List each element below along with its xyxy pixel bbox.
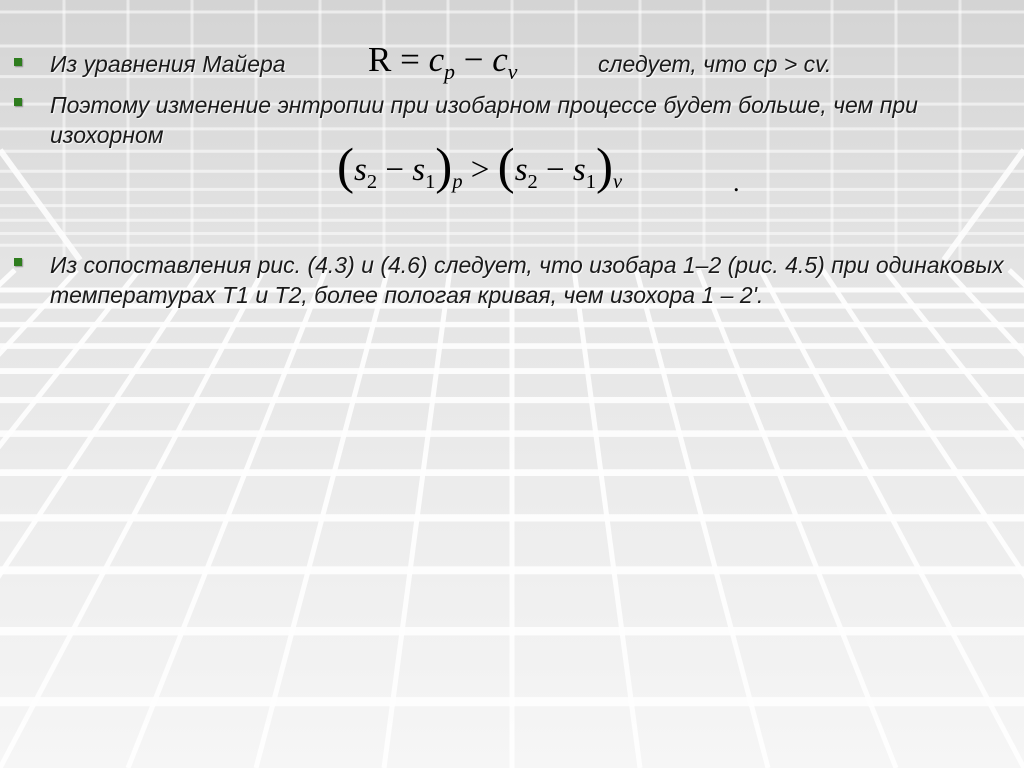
s1-left-sub: 1: [425, 170, 436, 193]
bullet-marker: [14, 98, 22, 106]
mayer-equals: =: [400, 40, 420, 79]
minus-right: −: [546, 152, 565, 188]
greater-than: >: [470, 152, 490, 188]
s2-right-sub: 2: [527, 170, 538, 193]
formula-period: .: [733, 168, 740, 197]
subscript-p: p: [452, 170, 463, 193]
paren-open-right: (: [497, 138, 515, 196]
mayer-c-p: c: [428, 40, 445, 79]
paren-open-left: (: [337, 138, 355, 196]
paren-close-left: ): [435, 138, 453, 196]
entropy-inequality: [337, 138, 623, 196]
mayer-minus: −: [463, 40, 484, 79]
minus-left: −: [385, 152, 404, 188]
s2-right: s: [514, 152, 528, 188]
paren-close-right: ): [595, 138, 613, 196]
item3-text: Из сопоставления рис. (4.3) и (4.6) следует, что изобара 1–2 (рис. 4.5) при одинаковых температурах Т1 и Т2, более пологая кривая, чем изохора 1 – 2'.: [50, 252, 1004, 308]
mayer-r: R: [368, 40, 392, 79]
bullet-marker: [14, 58, 22, 66]
s1-right: s: [572, 152, 586, 188]
item1-intro-text: Из уравнения Майера: [50, 51, 286, 77]
subscript-v: v: [612, 170, 623, 193]
s1-left: s: [412, 152, 426, 188]
bullet-marker: [14, 258, 22, 266]
item2-text: Поэтому изменение энтропии при изобарном процессе будет больше, чем при изохорном: [50, 92, 918, 148]
s2-left-sub: 2: [366, 170, 378, 193]
s1-right-sub: 1: [585, 170, 596, 193]
mayer-c-v: c: [492, 40, 508, 79]
item1-conclusion-text: следует, что cp > cv.: [598, 51, 832, 77]
mayer-sub-v: v: [507, 60, 518, 85]
mayer-sub-p: p: [444, 60, 455, 85]
s2-left: s: [354, 152, 367, 188]
mayer-equation: [368, 40, 518, 85]
